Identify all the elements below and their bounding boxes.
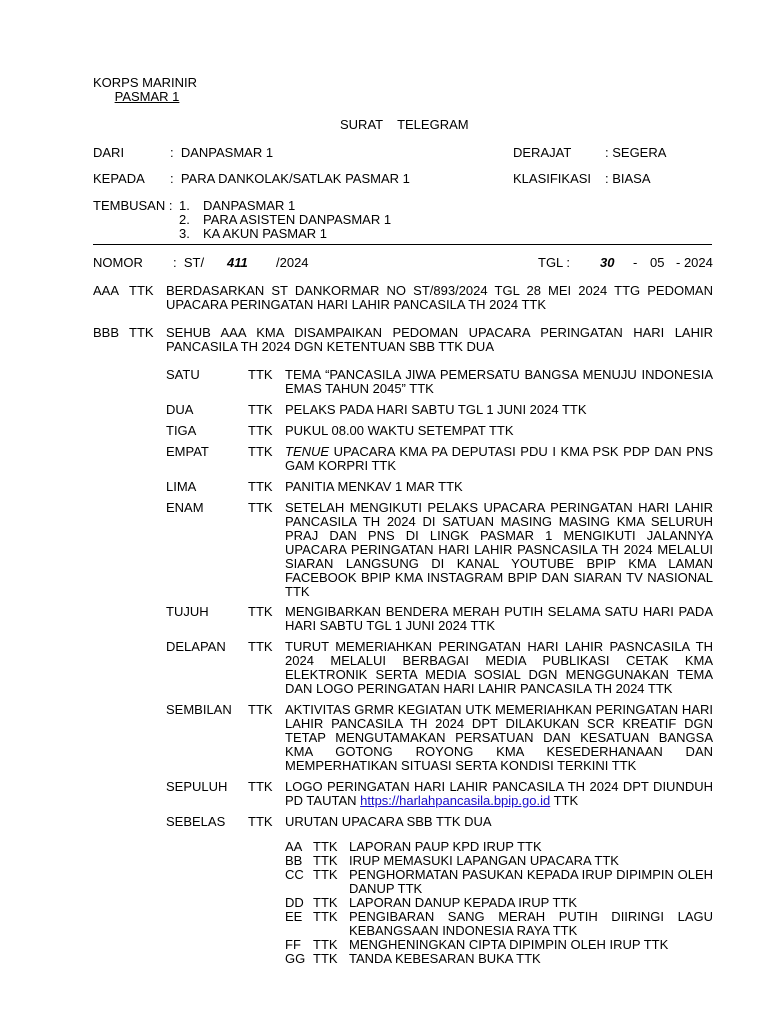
harlah-link[interactable]: https://harlahpancasila.bpip.go.id [360, 793, 551, 808]
item-text: MENGIBARKAN BENDERA MERAH PUTIH SELAMA SATU HARI PADA HARI SABTU TGL 1 JUNI 2024 TTK [285, 604, 713, 633]
item-text [285, 780, 713, 808]
aaa-code: AAA [93, 283, 120, 298]
item-text: SETELAH MENGIKUTI PELAKS UPACARA PERINGATAN HARI LAHIR PANCASILA TH 2024 DI SATUAN MASING MASING KMA SELURUH PRAJ DAN PNS DI LINGK PASMAR 1 MENGIKUTI JALANNYA UPACARA PERINGATAN HARI LAHIR PASNCASILA TH 2024 MELALUI SIARAN LANGSUNG DI KANAL YOUTUBE BPIP KMA LAMAN FACEBOOK BPIP KMA INSTAGRAM BPIP DAN SIARAN TV NASIONAL TTK [285, 500, 713, 599]
tgl-month: 05 [650, 255, 665, 270]
item-label: SEMBILAN [166, 702, 232, 717]
item-ttk: TTK [248, 500, 273, 515]
bbb-code: BBB [93, 325, 120, 340]
item-ttk: TTK [248, 423, 273, 438]
doc-title: SURAT TELEGRAM [340, 117, 469, 132]
aaa-text: BERDASARKAN ST DANKORMAR NO ST/893/2024 TGL 28 MEI 2024 TTG PEDOMAN UPACARA PERINGATAN HARI LAHIR PANCASILA TH 2024 TTK [166, 283, 713, 312]
nomor-number: 411 [227, 255, 248, 270]
subitem-ttk: TTK [313, 853, 338, 868]
subitem-label: DD [285, 895, 304, 910]
subitem-text: LAPORAN PAUP KPD IRUP TTK [349, 839, 542, 854]
item-ttk: TTK [248, 367, 273, 382]
subitem-ttk: TTK [313, 951, 338, 966]
subitem-label: BB [285, 853, 303, 868]
derajat-label: DERAJAT [513, 145, 572, 160]
subitem-ttk: TTK [313, 839, 338, 854]
item-ttk: TTK [248, 444, 273, 459]
item-italic-term: TENUE [285, 444, 330, 459]
subitem-ttk: TTK [313, 909, 338, 924]
item-ttk: TTK [248, 604, 273, 619]
item-label: SEBELAS [166, 814, 226, 829]
subitem-label: AA [285, 839, 303, 854]
tembusan-num: 1. [179, 198, 190, 213]
subitem-text: PENGHORMATAN PASUKAN KEPADA IRUP DIPIMPIN OLEH DANUP TTK [349, 867, 713, 896]
tgl-dash: - [633, 255, 638, 270]
item-label: ENAM [166, 500, 204, 515]
tgl-label: TGL : [538, 255, 571, 270]
item-text: URUTAN UPACARA SBB TTK DUA [285, 814, 492, 829]
subitem-label: GG [285, 951, 306, 966]
item-ttk: TTK [248, 479, 273, 494]
subitem-text: LAPORAN DANUP KEPADA IRUP TTK [349, 895, 578, 910]
item-ttk: TTK [248, 639, 273, 654]
item-text: PUKUL 08.00 WAKTU SETEMPAT TTK [285, 423, 514, 438]
bbb-text: SEHUB AAA KMA DISAMPAIKAN PEDOMAN UPACARA PERINGATAN HARI LAHIR PANCASILA TH 2024 DGN KETENTUAN SBB TTK DUA [166, 325, 713, 354]
tembusan-label: TEMBUSAN : [93, 198, 173, 213]
dari-label: DARI [93, 145, 125, 160]
item-label: TUJUH [166, 604, 209, 619]
header-divider [93, 244, 712, 245]
item-text-tail: TTK [550, 793, 579, 808]
kepada-label: KEPADA [93, 171, 145, 186]
item-ttk: TTK [248, 779, 273, 794]
subitem-ttk: TTK [313, 895, 338, 910]
subitem-label: EE [285, 909, 303, 924]
tembusan-item: PARA ASISTEN DANPASMAR 1 [203, 212, 392, 227]
subitem-ttk: TTK [313, 867, 338, 882]
aaa-ttk: TTK [129, 283, 154, 298]
subitem-text: PENGIBARAN SANG MERAH PUTIH DIIRINGI LAGU KEBANGSAAN INDONESIA RAYA TTK [349, 909, 713, 938]
item-label: DUA [166, 402, 194, 417]
subitem-text: MENGHENINGKAN CIPTA DIPIMPIN OLEH IRUP TTK [349, 937, 669, 952]
item-label: TIGA [166, 423, 197, 438]
item-text: PANITIA MENKAV 1 MAR TTK [285, 479, 463, 494]
item-label: LIMA [166, 479, 197, 494]
kepada-value: : PARA DANKOLAK/SATLAK PASMAR 1 [170, 171, 410, 186]
subitem-text: IRUP MEMASUKI LAPANGAN UPACARA TTK [349, 853, 619, 868]
item-text [285, 445, 713, 473]
item-text: TURUT MEMERIAHKAN PERINGATAN HARI LAHIR PASNCASILA TH 2024 MELALUI BERBAGAI MEDIA PUBLIKASI CETAK KMA ELEKTRONIK SERTA MEDIA SOSIAL DGN MENGGUNAKAN TEMA DAN LOGO PERINGATAN HARI LAHIR PANCASILA TH 2024 TTK [285, 639, 713, 696]
org-unit: PASMAR 1 [114, 89, 180, 104]
klasifikasi-label: KLASIFIKASI [513, 171, 592, 186]
tembusan-num: 3. [179, 226, 190, 241]
item-text: AKTIVITAS GRMR KEGIATAN UTK MEMERIAHKAN PERINGATAN HARI LAHIR PANCASILA TH 2024 DPT DILAKUKAN SCR KREATIF DGN TETAP MENGUTAMAKAN PERSATUAN DAN KESATUAN BANGSA KMA GOTONG ROYONG KMA KESEDERHANAAN DAN MEMPERHATIKAN SITUASI SERTA KONDISI TERKINI TTK [285, 702, 713, 773]
tembusan-item: KA AKUN PASMAR 1 [203, 226, 328, 241]
item-text-rest: UPACARA KMA PA DEPUTASI PDU I KMA PSK PDP DAN PNS GAM KORPRI TTK [285, 444, 713, 473]
subitem-label: FF [285, 937, 301, 952]
item-text: PELAKS PADA HARI SABTU TGL 1 JUNI 2024 TTK [285, 402, 587, 417]
klasifikasi-value: : BIASA [605, 171, 651, 186]
item-label: EMPAT [166, 444, 209, 459]
nomor-label: NOMOR [93, 255, 143, 270]
tembusan-item: DANPASMAR 1 [203, 198, 296, 213]
tgl-day: 30 [600, 255, 615, 270]
dari-value: : DANPASMAR 1 [170, 145, 274, 160]
item-label: SATU [166, 367, 200, 382]
org-name: KORPS MARINIR [93, 75, 198, 90]
item-label: DELAPAN [166, 639, 226, 654]
derajat-value: : SEGERA [605, 145, 667, 160]
subitem-text: TANDA KEBESARAN BUKA TTK [349, 951, 541, 966]
subitem-label: CC [285, 867, 304, 882]
tgl-year: - 2024 [676, 255, 713, 270]
item-ttk: TTK [248, 702, 273, 717]
nomor-prefix: : ST/ [173, 255, 205, 270]
item-text-lead: LOGO PERINGATAN HARI LAHIR PANCASILA TH 2024 DPT DIUNDUH PD TAUTAN [285, 779, 713, 808]
item-label: SEPULUH [166, 779, 228, 794]
item-ttk: TTK [248, 402, 273, 417]
nomor-suffix: /2024 [276, 255, 309, 270]
item-ttk: TTK [248, 814, 273, 829]
item-text: TEMA “PANCASILA JIWA PEMERSATU BANGSA MENUJU INDONESIA EMAS TAHUN 2045” TTK [285, 367, 713, 396]
subitem-ttk: TTK [313, 937, 338, 952]
tembusan-num: 2. [179, 212, 190, 227]
bbb-ttk: TTK [129, 325, 154, 340]
